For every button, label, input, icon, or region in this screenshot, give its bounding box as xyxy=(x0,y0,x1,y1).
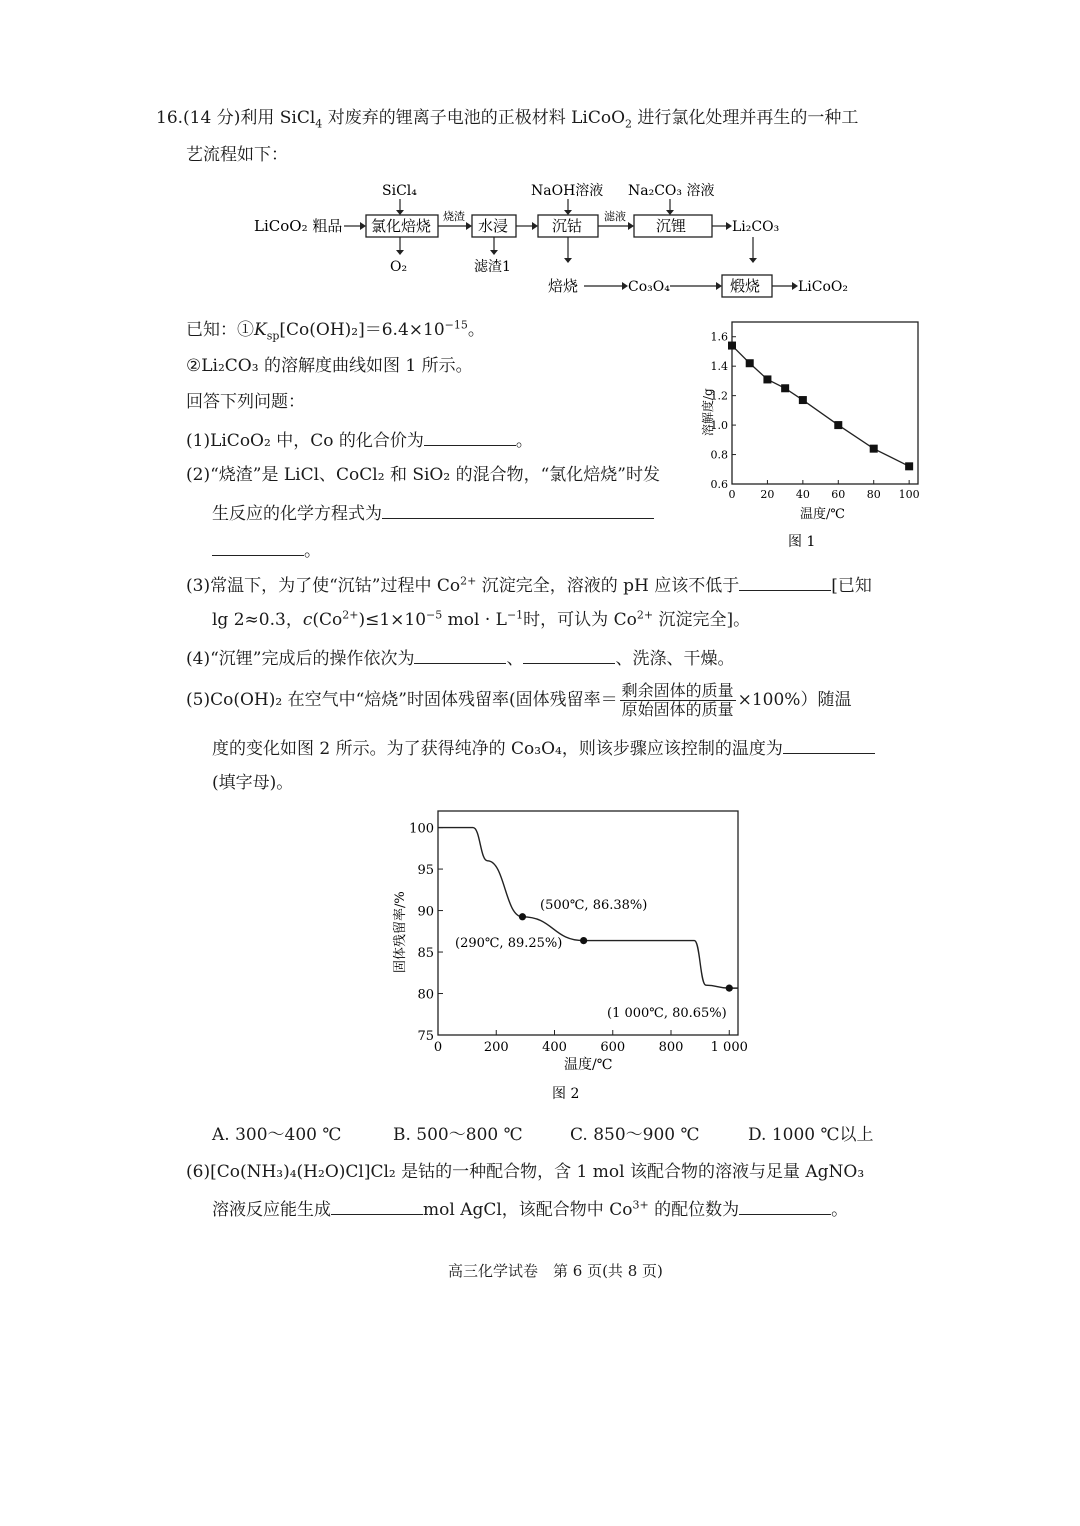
option-a[interactable]: A. 300～400 ℃ xyxy=(212,1125,342,1145)
chart1-xlabel: 温度/℃ xyxy=(800,507,845,522)
question-3-line2 xyxy=(212,608,750,632)
chart2-ytick-label: 80 xyxy=(417,987,434,1003)
chart2-xtick-label: 200 xyxy=(483,1040,509,1055)
chart1-series-line xyxy=(732,346,909,467)
question-5-line3: (填字母)。 xyxy=(212,773,294,793)
process-flow-diagram xyxy=(250,175,870,305)
option-c[interactable]: C. 850～900 ℃ xyxy=(570,1125,700,1145)
q6-answer-blank-2[interactable] xyxy=(739,1196,831,1215)
chart2-marked-point xyxy=(726,985,733,992)
q3-c: c xyxy=(302,610,313,630)
chart2-marked-point xyxy=(580,937,587,944)
chart1-ytick-label: 1.0 xyxy=(710,419,728,433)
chart1-frame xyxy=(732,322,918,484)
q6-text: 溶液反应能生成 xyxy=(212,1200,331,1220)
ksp-exponent: −15 xyxy=(444,318,468,332)
q3-charge-2: 2+ xyxy=(342,608,359,622)
question-1 xyxy=(186,427,533,453)
chart1-data-point xyxy=(799,396,807,404)
question-5-line1 xyxy=(186,680,851,720)
chart2-ylabel: 固体残留率/% xyxy=(393,891,408,973)
q3-charge-3: 2+ xyxy=(636,608,654,622)
ksp-expression: [Co(OH)₂]＝6.4×10 xyxy=(279,320,445,340)
chart1-xtick-label: 40 xyxy=(795,488,810,501)
q2-answer-blank-2[interactable] xyxy=(212,537,304,556)
flow-box-1-label: 氯化焙烧 xyxy=(371,217,432,235)
flow-arrowhead xyxy=(749,258,757,263)
flow-input-na2co3: Na₂CO₃ 溶液 xyxy=(628,183,715,199)
answer-prompt: 回答下列问题： xyxy=(186,392,305,412)
figure-1-solubility-chart xyxy=(688,318,928,558)
q3-charge: 2+ xyxy=(460,574,477,588)
chart2-xtick-label: 400 xyxy=(542,1040,567,1055)
chart2-xtick-label: 1 000 xyxy=(710,1040,748,1055)
chart1-ytick-label: 1.4 xyxy=(710,360,728,374)
flow-arrowhead xyxy=(666,210,674,215)
option-d[interactable]: D. 1000 ℃以上 xyxy=(748,1125,874,1145)
chart2-ytick-label: 90 xyxy=(417,904,434,920)
ksp-symbol: K xyxy=(254,320,267,340)
question-3-line1 xyxy=(186,572,872,598)
sicl4-sub: 4 xyxy=(315,117,323,131)
flow-arrowhead xyxy=(360,222,366,230)
flow-output-o2: O₂ xyxy=(390,259,408,275)
q1-answer-blank[interactable] xyxy=(424,427,516,446)
question-2-line3 xyxy=(212,537,321,563)
q3-text-3: [已知 xyxy=(831,576,872,596)
flow-box-2-label: 水浸 xyxy=(478,217,509,235)
chart1-xtick-label: 80 xyxy=(866,488,881,501)
q1-end: 。 xyxy=(515,431,533,451)
option-b[interactable]: B. 500～800 ℃ xyxy=(393,1125,523,1145)
q3-text-5: 沉淀完全]。 xyxy=(653,610,751,630)
page-footer: 高三化学试卷 第 6 页(共 8 页) xyxy=(448,1262,663,1280)
chart2-xtick-label: 0 xyxy=(433,1040,443,1055)
q6-charge: 3+ xyxy=(632,1198,649,1212)
chart1-ylabel: 溶解度/g xyxy=(701,388,715,436)
q4-end: 、洗涤、干燥。 xyxy=(615,649,735,669)
flow-start: LiCoO₂ 粗品 xyxy=(254,217,343,235)
ksp-sub: sp xyxy=(266,329,280,343)
known-1-marker: ① xyxy=(237,320,254,340)
flow-arrowhead xyxy=(628,222,634,230)
question-2-line1: (2)“烧渣”是 LiCl、CoCl₂ 和 SiO₂ 的混合物，“氯化焙烧”时发 xyxy=(186,465,660,485)
chart2-ytick-label: 75 xyxy=(417,1029,434,1044)
flow-arrowhead xyxy=(466,222,472,230)
sicl4-formula: SiCl xyxy=(279,108,316,128)
q6-answer-blank-1[interactable] xyxy=(331,1196,423,1215)
chart1-ytick-label: 1.6 xyxy=(710,330,728,344)
chart1-data-point xyxy=(781,384,789,392)
known-line2: ②Li₂CO₃ 的溶解度曲线如图 1 所示。 xyxy=(186,356,473,376)
flow-arrowhead xyxy=(396,250,404,255)
q5-text-3: 度的变化如图 2 所示。为了获得纯净的 Co₃O₄，则该步骤应该控制的温度为 xyxy=(212,739,783,759)
q4-answer-blank-1[interactable] xyxy=(414,645,506,664)
chart2-marked-point xyxy=(519,913,526,920)
chart1-data-point xyxy=(905,462,913,470)
flow-output-li2co3: Li₂CO₃ xyxy=(732,219,780,235)
q5-fraction xyxy=(620,682,736,719)
q5-text: (5)Co(OH)₂ 在空气中“焙烧”时固体残留率(固体残留率＝ xyxy=(186,690,618,710)
q3-text-4: 时，可认为 Co xyxy=(523,610,637,630)
chart1-data-point xyxy=(728,342,736,350)
licoo2-formula: LiCoO xyxy=(571,108,626,128)
q4-sep: 、 xyxy=(506,649,524,669)
chart1-xtick-label: 20 xyxy=(760,488,775,501)
intro-text-2: 对废弃的锂离子电池的正极材料 xyxy=(322,108,572,128)
chart1-title: 图 1 xyxy=(788,534,816,550)
q6-text-3: 的配位数为 xyxy=(648,1200,740,1220)
question-points: (14 分) xyxy=(183,108,241,128)
chart1-xtick-label: 60 xyxy=(831,488,846,501)
q5-answer-blank[interactable] xyxy=(783,735,875,754)
q4-text: (4)“沉锂”完成后的操作依次为 xyxy=(186,649,415,669)
chart1-ytick-label: 0.6 xyxy=(710,478,728,491)
flow-box-3-label: 沉钴 xyxy=(552,217,583,235)
q3-text: (3)常温下，为了使“沉钴”过程中 Co xyxy=(186,576,461,596)
flow-arrowhead xyxy=(564,258,572,263)
q3-limit: )≤1×10 xyxy=(358,610,427,630)
flow-arrowhead xyxy=(532,222,538,230)
question-5-line2 xyxy=(212,735,875,761)
chart1-xtick-label: 100 xyxy=(898,488,920,501)
q6-end: 。 xyxy=(831,1200,849,1220)
licoo2-sub: 2 xyxy=(625,117,633,131)
question-6-line1: (6)[Co(NH₃)₄(H₂O)Cl]Cl₂ 是钴的一种配合物，含 1 mol 该配合物的溶液与足量 AgNO₃ xyxy=(186,1162,865,1182)
chart2-ytick-label: 100 xyxy=(409,821,434,837)
flow-arrowhead xyxy=(564,210,572,215)
q3-co: (Co xyxy=(312,610,343,630)
chart2-ytick-label: 85 xyxy=(417,946,434,962)
chart1-ytick-label: 1.2 xyxy=(710,389,728,403)
q3-answer-blank[interactable] xyxy=(739,572,831,591)
chart2-xtick-label: 800 xyxy=(658,1040,684,1055)
question-4 xyxy=(186,645,734,671)
flow-output-residue: 滤渣1 xyxy=(474,259,511,275)
q5-text-2: ×100%）随温 xyxy=(737,690,852,710)
q6-text-2: mol AgCl，该配合物中 Co xyxy=(423,1200,633,1220)
flow-box-4-label: 沉锂 xyxy=(656,217,687,235)
q5-numerator: 剩余固体的质量 xyxy=(621,681,734,700)
chart2-ytick-label: 95 xyxy=(417,863,434,879)
known-1-end: 。 xyxy=(467,320,485,340)
flow-co3o4: Co₃O₄ xyxy=(628,279,670,295)
question-2-line2 xyxy=(212,500,654,526)
q3-unit: mol · L xyxy=(442,610,507,630)
question-intro-line1 xyxy=(156,106,858,130)
flow-arrowhead xyxy=(716,282,722,290)
intro-text: 利用 xyxy=(240,108,280,128)
flow-arrowhead xyxy=(396,210,404,215)
chart1-xtick-label: 0 xyxy=(728,488,736,501)
flow-roast-step: 焙烧 xyxy=(548,277,579,295)
flow-product-licoo2: LiCoO₂ xyxy=(798,279,849,295)
q2-text: 生反应的化学方程式为 xyxy=(212,504,382,524)
chart1-data-point xyxy=(746,359,754,367)
q4-answer-blank-2[interactable] xyxy=(523,645,615,664)
flow-input-naoh: NaOH溶液 xyxy=(531,183,604,199)
flow-arrowhead xyxy=(490,250,498,255)
chart2-xtick-label: 600 xyxy=(600,1040,626,1055)
chart1-data-point xyxy=(763,375,771,383)
q1-text: (1)LiCoO₂ 中，Co 的化合价为 xyxy=(186,431,424,451)
intro-text-3: 进行氯化处理并再生的一种工 xyxy=(632,108,859,128)
flow-box-5-label: 煅烧 xyxy=(730,277,761,295)
chart1-data-point xyxy=(870,445,878,453)
q2-answer-blank[interactable] xyxy=(382,500,654,519)
chart2-annotation-290: (290℃, 89.25%) xyxy=(455,936,563,951)
flow-arrow-label-slag: 烧渣 xyxy=(443,210,465,223)
chart2-annotation-500: (500℃, 86.38%) xyxy=(540,898,648,913)
chart2-frame xyxy=(438,811,738,1035)
figure-2-residue-chart xyxy=(380,805,760,1110)
chart2-xlabel: 温度/℃ xyxy=(564,1057,613,1073)
question-intro-line2: 艺流程如下： xyxy=(186,145,288,165)
question-6-line2 xyxy=(212,1196,848,1222)
q5-denominator: 原始固体的质量 xyxy=(621,700,734,719)
q2-end: 。 xyxy=(304,541,321,561)
known-label: 已知： xyxy=(186,320,237,340)
chart1-data-point xyxy=(834,421,842,429)
q3-text-2: 沉淀完全，溶液的 pH 应该不低于 xyxy=(476,576,740,596)
chart2-title: 图 2 xyxy=(552,1086,580,1102)
flow-arrow-label-filtrate: 滤液 xyxy=(604,210,626,223)
flow-input-sicl4: SiCl₄ xyxy=(382,183,417,199)
q3-lg: lg 2≈0.3， xyxy=(212,610,303,630)
q3-exp-2: −1 xyxy=(506,608,524,622)
known-line1 xyxy=(186,318,485,342)
chart1-ytick-label: 0.8 xyxy=(710,448,728,462)
q3-exp: −5 xyxy=(426,608,443,622)
question-number: 16. xyxy=(156,108,184,128)
chart2-annotation-1000: (1 000℃, 80.65%) xyxy=(607,1006,727,1021)
